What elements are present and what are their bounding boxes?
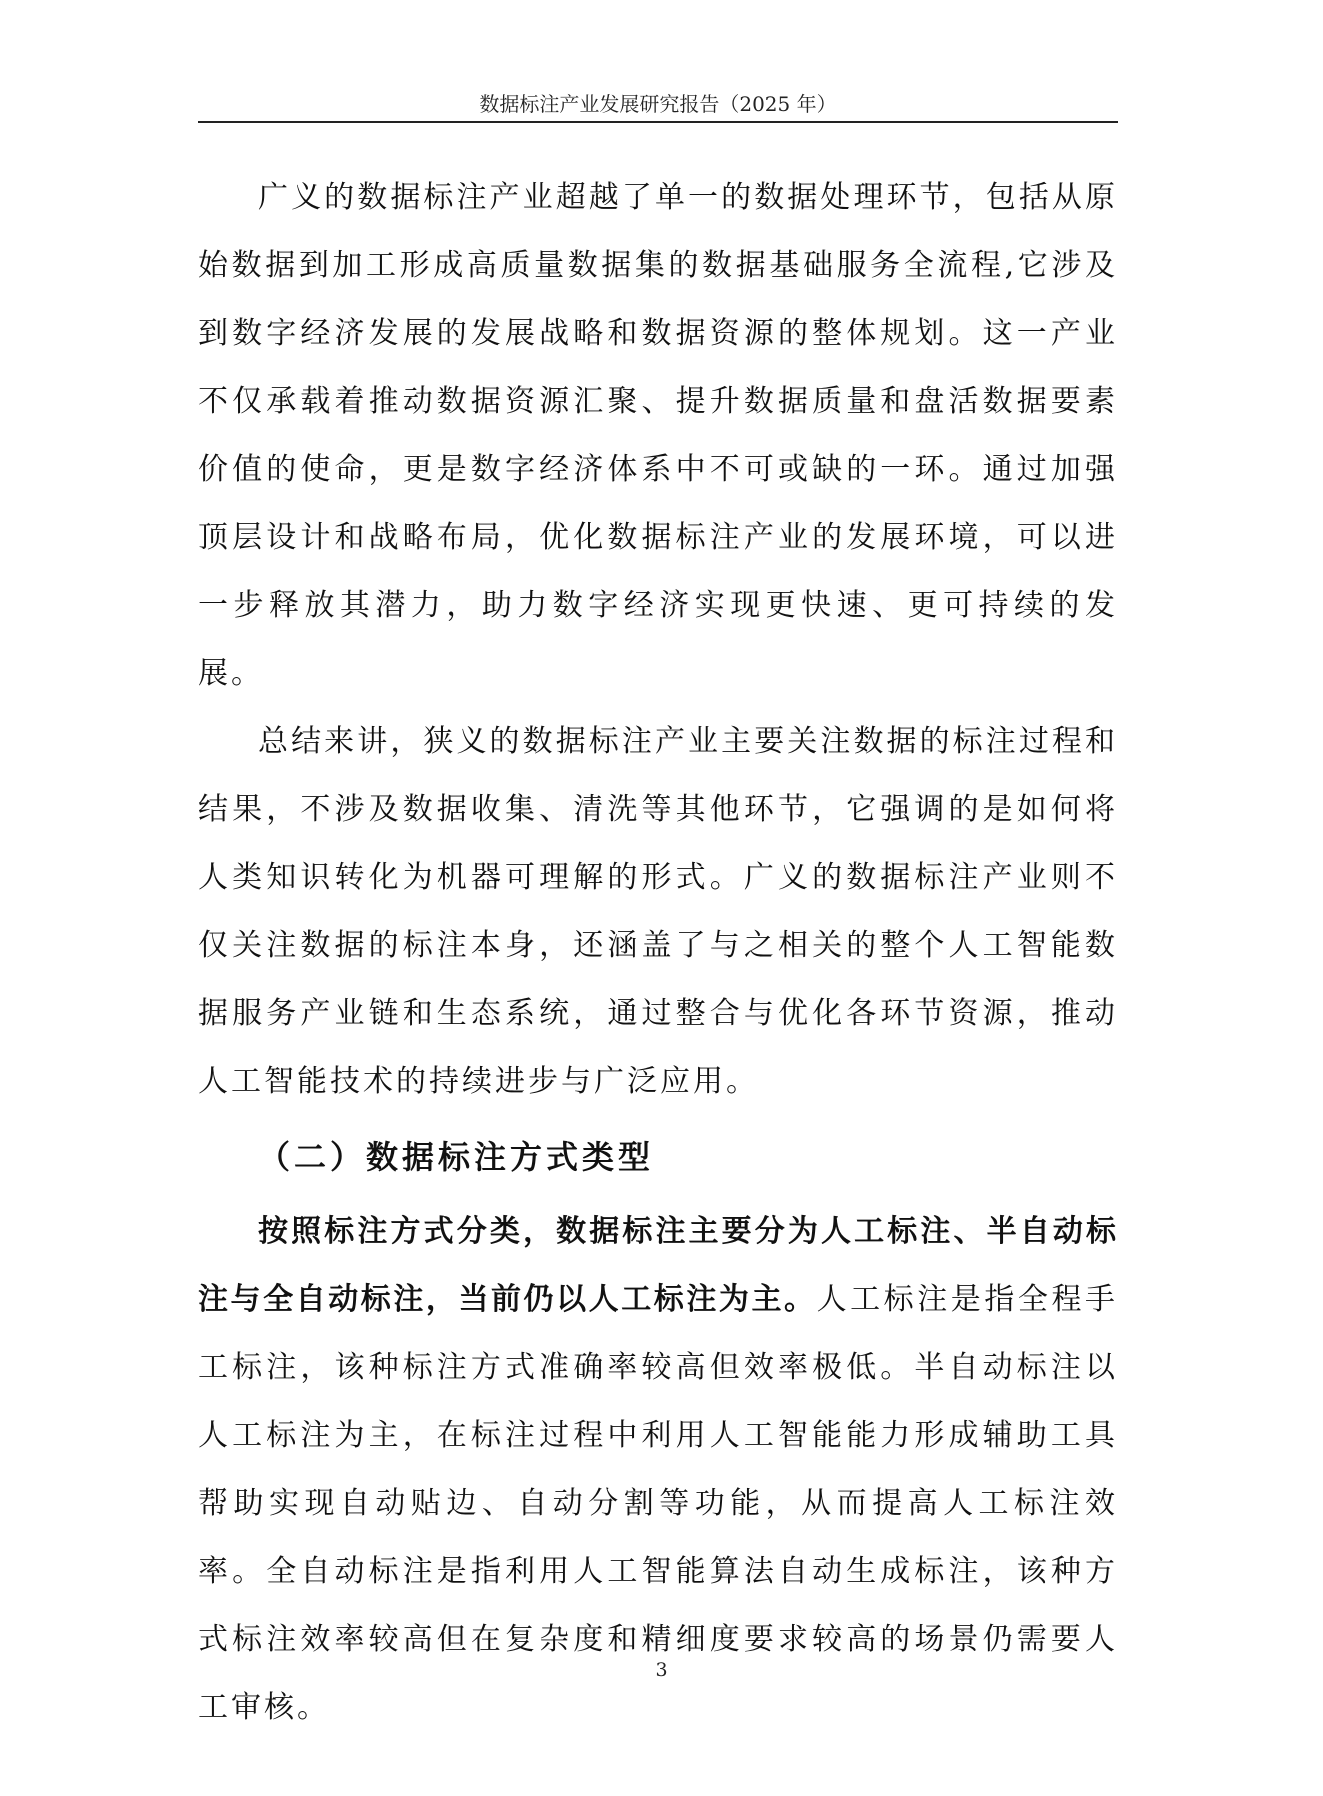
paragraph-broad-definition: 广义的数据标注产业超越了单一的数据处理环节，包括从原始数据到加工形成高质量数据集的数据基础服务全流程,它涉及到数字经济发展的发展战略和数据资源的整体规划。这一产业不仅承载着推动数据资源汇聚、提升数据质量和盘活数据要素价值的使命，更是数字经济体系中不可或缺的一环。通过加强顶层设计和战略布局，优化数据标注产业的发展环境，可以进一步释放其潜力，助力数字经济实现更快速、更可持续的发展。 — [198, 180, 1118, 691]
paragraph-summary: 总结来讲，狭义的数据标注产业主要关注数据的标注过程和结果，不涉及数据收集、清洗等其他环节，它强调的是如何将人类知识转化为机器可理解的形式。广义的数据标注产业则不仅关注数据的标注本身，还涵盖了与之相关的整个人工智能数据服务产业链和生态系统，通过整合与优化各环节资源，推动人工智能技术的持续进步与广泛应用。 — [198, 724, 1118, 1099]
paragraph-annotation-types-body: 人工标注是指全程手工标注，该种标注方式准确率较高但效率极低。半自动标注以人工标注为主，在标注过程中利用人工智能能力形成辅助工具帮助实现自动贴边、自动分割等功能，从而提高人工标注效率。全自动标注是指利用人工智能算法自动生成标注，该种方式标注效率较高但在复杂度和精细度要求较高的场景仍需要人工审核。 — [198, 1282, 1119, 1725]
section-heading: （二）数据标注方式类型 — [258, 1138, 655, 1176]
header-divider — [198, 121, 1118, 123]
bold-lead-sentence: 按照标注方式分类，数据标注主要分为人工标注、半自动标注与全自动标注，当前仍以人工标注为主。 — [198, 1214, 1118, 1317]
running-header: 数据标注产业发展研究报告（2025 年） — [479, 92, 837, 116]
page-number: 3 — [655, 1659, 668, 1681]
body-text — [198, 164, 1118, 1742]
